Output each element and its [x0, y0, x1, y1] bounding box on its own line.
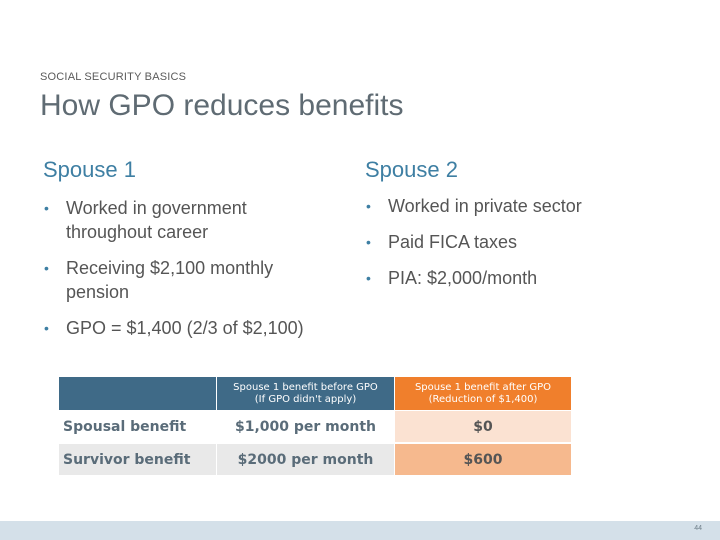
- table-row: [59, 410, 571, 442]
- page-number: 44: [694, 525, 702, 532]
- spouse2-heading: Spouse 2: [365, 157, 458, 182]
- bullet-text: Paid FICA taxes: [388, 232, 518, 252]
- bullet-icon: •: [366, 270, 371, 286]
- table-header-blank: [59, 377, 217, 410]
- list-item: [366, 266, 696, 290]
- list-item: [44, 316, 684, 340]
- before-gpo-value: $2000 per month: [217, 442, 395, 475]
- list-item: [44, 256, 324, 304]
- row-label: Spousal benefit: [59, 410, 217, 442]
- bullet-text: PIA: $2,000/month: [388, 268, 538, 288]
- bullet-icon: •: [44, 320, 49, 336]
- table-header-row: [59, 377, 571, 410]
- bullet-icon: •: [366, 198, 371, 214]
- table-header-after-gpo: Spouse 1 benefit after GPO (Reduction of $1,400): [395, 377, 571, 410]
- list-item: [366, 230, 696, 254]
- table-row: [59, 442, 571, 475]
- after-gpo-value: $600: [395, 442, 571, 475]
- spouse1-bullet-list: [44, 196, 324, 316]
- spouse2-bullet-list: [366, 194, 696, 302]
- bullet-icon: •: [44, 260, 49, 276]
- bullet-text: Worked in government throughout career: [66, 198, 247, 242]
- row-label: Survivor benefit: [59, 442, 217, 475]
- gpo-calculation-text: GPO = $1,400 (2/3 of $2,100): [66, 318, 304, 338]
- bullet-icon: •: [366, 234, 371, 250]
- spouse1-heading: Spouse 1: [43, 157, 136, 182]
- after-gpo-value: $0: [395, 410, 571, 442]
- gpo-bullet-list: [44, 316, 684, 340]
- list-item: [44, 196, 324, 244]
- table-header-before-gpo: Spouse 1 benefit before GPO (If GPO didn't apply): [217, 377, 395, 410]
- bullet-text: Receiving $2,100 monthly pension: [66, 258, 274, 302]
- page-title: How GPO reduces benefits: [40, 89, 404, 122]
- benefit-comparison-table: [59, 377, 571, 475]
- footer-bar: [0, 521, 720, 540]
- before-gpo-value: $1,000 per month: [217, 410, 395, 442]
- section-kicker: SOCIAL SECURITY BASICS: [40, 71, 187, 83]
- list-item: [366, 194, 696, 218]
- bullet-text: Worked in private sector: [388, 196, 582, 216]
- bullet-icon: •: [44, 200, 49, 216]
